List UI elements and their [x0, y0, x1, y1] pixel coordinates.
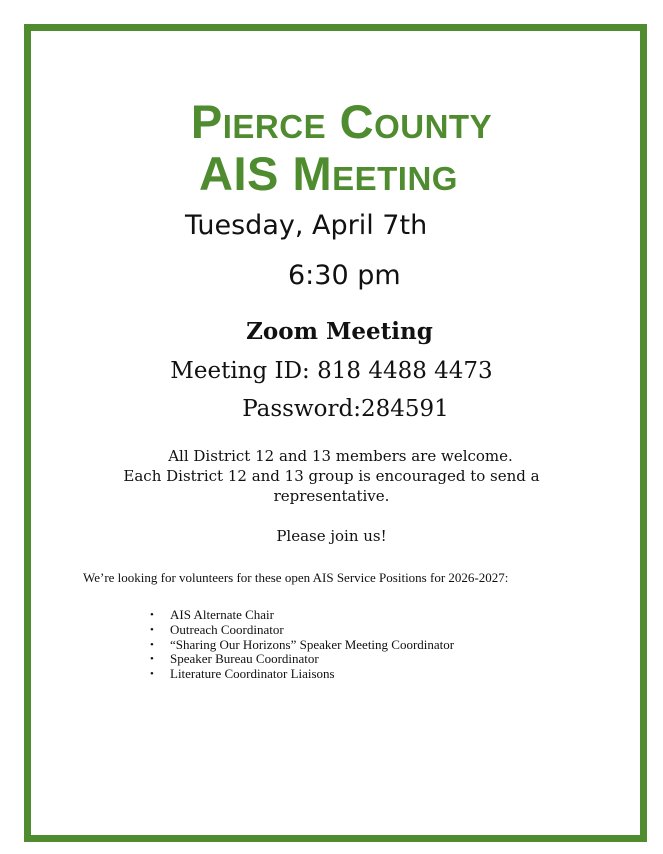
- list-item: • AIS Alternate Chair: [150, 607, 274, 622]
- join-invitation: Please join us!: [276, 527, 387, 545]
- meeting-time: 6:30 pm: [288, 260, 401, 291]
- zoom-heading: Zoom Meeting: [246, 318, 433, 345]
- bullet-icon: •: [150, 638, 154, 651]
- list-item: • Literature Coordinator Liaisons: [150, 666, 335, 682]
- meeting-password: Password:284591: [242, 396, 449, 422]
- list-item: • Outreach Coordinator: [150, 621, 284, 637]
- welcome-line-2: Each District 12 and 13 group is encouraged to send a: [123, 467, 540, 485]
- bullet-icon: •: [150, 623, 154, 636]
- bullet-icon: •: [150, 609, 154, 621]
- bullet-icon: •: [150, 653, 154, 666]
- positions-list: [150, 608, 454, 682]
- welcome-line-1: All District 12 and 13 members are welcome.: [168, 447, 513, 465]
- meeting-date: Tuesday, April 7th: [185, 210, 428, 241]
- volunteers-intro: We’re looking for volunteers for these open AIS Service Positions for 2026-2027:: [83, 570, 509, 585]
- list-item: • Speaker Bureau Coordinator: [150, 651, 319, 667]
- meeting-id: Meeting ID: 818 4488 4473: [170, 358, 493, 384]
- title-line-2: AIS Meeting: [199, 147, 458, 200]
- list-item: • “Sharing Our Horizons” Speaker Meeting Coordinator: [150, 636, 455, 652]
- welcome-line-3: representative.: [273, 487, 390, 505]
- title-line-1: Pierce County: [190, 95, 493, 148]
- bullet-icon: •: [150, 668, 154, 681]
